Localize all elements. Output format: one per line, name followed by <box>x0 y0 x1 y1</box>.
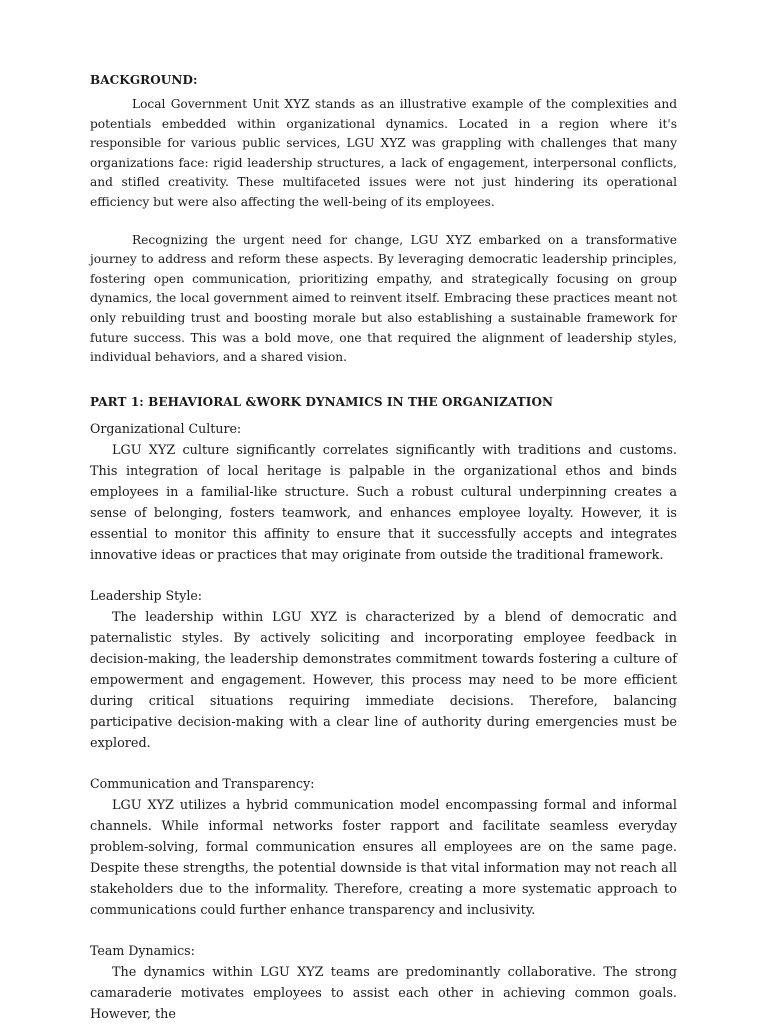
team-dynamics-heading: Team Dynamics: <box>90 942 195 958</box>
document-page <box>90 70 677 1025</box>
background-heading: BACKGROUND: <box>90 73 198 87</box>
background-paragraph: Recognizing the urgent need for change, LGU XYZ embarked on a transformative journey to address and reform these aspects. By leveraging democratic leadership principles, fostering open communication, prioritizing empathy, and strategically focusing on group dynamics, the local government aimed to reinvent itself. Embracing these practices meant not only rebuilding trust and boosting morale but also establishing a sustainable framework for future success. This was a bold move, one that required the alignment of leadership styles, individual behaviors, and a shared vision. <box>90 232 677 365</box>
organizational-culture-heading: Organizational Culture: <box>90 420 242 436</box>
leadership-style-paragraph: The leadership within LGU XYZ is characterized by a blend of democratic and paternalistic styles. By actively soliciting and incorporating employee feedback in decision-making, the leadership demonstrates commitment towards fostering a culture of empowerment and engagement. However, this process may need to be more efficient during critical situations requiring immediate decisions. Therefore, balancing participative decision-making with a clear line of authority during emergencies must be explored. <box>90 609 677 751</box>
communication-transparency-paragraph: LGU XYZ utilizes a hybrid communication model encompassing formal and informal channels. While informal networks foster rapport and facilitate seamless everyday problem-solving, formal communication ensures all employees are on the same page. Despite these strengths, the potential downside is that vital information may not reach all stakeholders due to the informality. Therefore, creating a more systematic approach to communications could further enhance transparency and inclusivity. <box>90 797 677 918</box>
organizational-culture-paragraph: LGU XYZ culture significantly correlates significantly with traditions and customs. This integration of local heritage is palpable in the organizational ethos and binds employees in a familial-like structure. Such a robust cultural underpinning creates a sense of belonging, fosters teamwork, and enhances employee loyalty. However, it is essential to monitor this affinity to ensure that it successfully accepts and integrates innovative ideas or practices that may originate from outside the traditional framework. <box>90 442 677 563</box>
part1-heading: PART 1: BEHAVIORAL &WORK DYNAMICS IN THE ORGANIZATION <box>90 394 554 409</box>
communication-transparency-heading: Communication and Transparency: <box>90 775 315 791</box>
team-dynamics-paragraph: The dynamics within LGU XYZ teams are predominantly collaborative. The strong camaraderie motivates employees to assist each other in achieving common goals. However, the <box>90 964 677 1022</box>
leadership-style-heading: Leadership Style: <box>90 587 203 603</box>
background-paragraph: Local Government Unit XYZ stands as an illustrative example of the complexities and potentials embedded within organizational dynamics. Located in a region where it's responsible for various public services, LGU XYZ was grappling with challenges that many organizations face: rigid leadership structures, a lack of engagement, interpersonal conflicts, and stifled creativity. These multifaceted issues were not just hindering its operational efficiency but were also affecting the well-being of its employees. <box>90 97 677 209</box>
